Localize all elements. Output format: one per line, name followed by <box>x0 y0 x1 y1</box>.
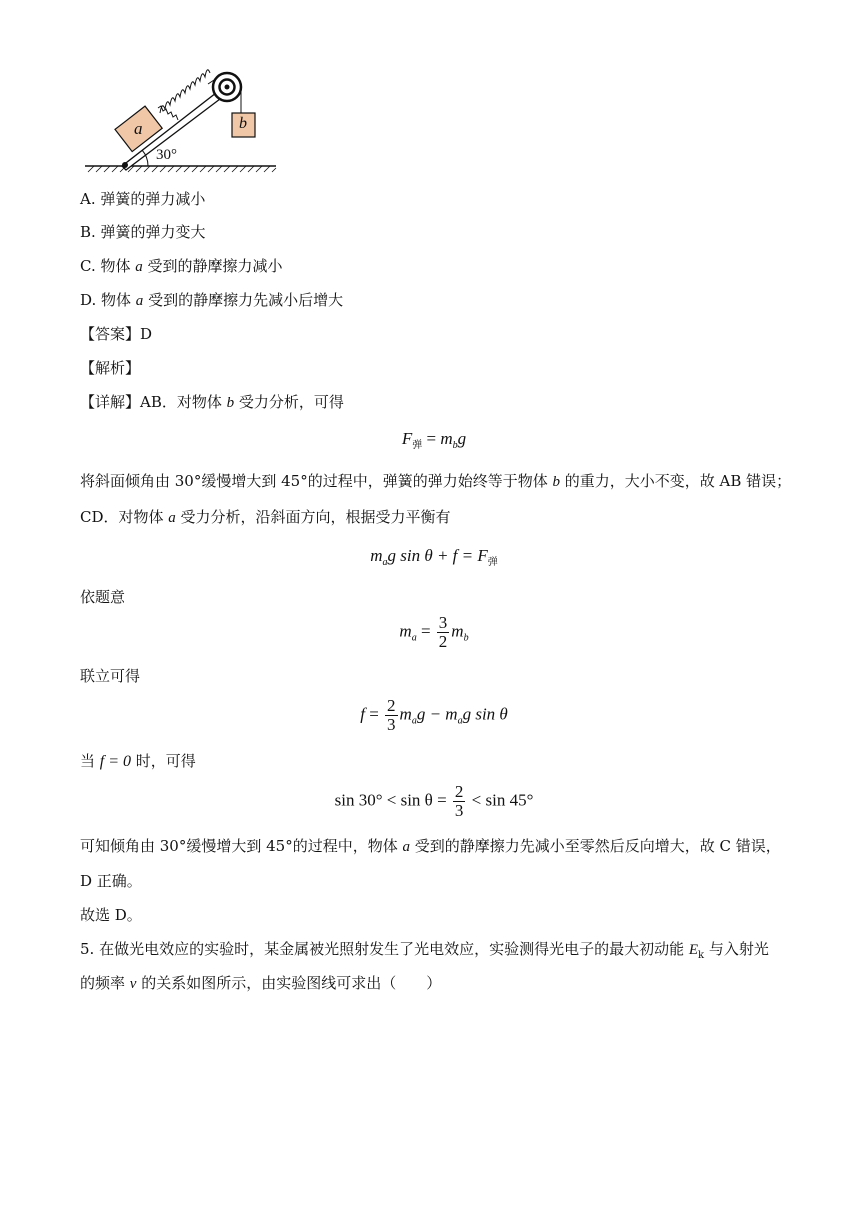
eq3-rhs-m: m <box>451 621 464 641</box>
eq4-m2: m <box>445 704 458 724</box>
question5-line1-suffix: 与入射光 <box>704 940 769 958</box>
eq1-F: F <box>401 429 413 448</box>
detail-intro-prefix: 【详解】AB．对物体 <box>80 393 227 411</box>
eq4-den: 3 <box>387 715 396 734</box>
eq4-f: f <box>360 704 365 724</box>
eq5-den: 3 <box>454 801 464 820</box>
equation-friction <box>0 697 868 734</box>
eq2-F-sub: 弹 <box>487 557 498 568</box>
option-c-var: a <box>135 259 143 275</box>
equation-mass-ratio <box>0 614 868 651</box>
eq4-m1: m <box>399 704 412 724</box>
option-d-suffix: 受到的静摩擦力先减小后增大 <box>143 291 344 309</box>
eq5-right: < sin 45° <box>467 790 534 810</box>
detail-line7 <box>80 836 781 857</box>
eq4-equals: = <box>364 704 384 724</box>
question5-line2 <box>80 973 441 994</box>
eq1-g: g <box>457 429 467 448</box>
block-a-label: a <box>134 119 143 138</box>
detail-line3-suffix: 受力分析，沿斜面方向，根据受力平衡有 <box>175 508 451 526</box>
eq4-fraction <box>385 697 398 734</box>
eq4-g1: g − <box>416 704 446 724</box>
question5-line2-prefix: 的频率 <box>80 974 130 992</box>
detail-line2-var: b <box>552 474 560 490</box>
detail-intro <box>80 392 344 413</box>
eq3-lhs-m: m <box>399 621 412 641</box>
equation-sine-inequality <box>0 783 868 820</box>
equation-spring-force <box>0 428 868 457</box>
angle-label: 30° <box>156 147 177 163</box>
eq4-tail: g sin θ <box>462 704 508 724</box>
eq1-F-sub: 弹 <box>412 440 423 451</box>
detail-line9: 故选 D。 <box>80 906 142 924</box>
detail-line3-prefix: CD．对物体 <box>80 508 169 526</box>
eq3-num: 3 <box>438 613 448 632</box>
eq4-m2-sub: a <box>457 715 463 727</box>
option-c-suffix: 受到的静摩擦力减小 <box>142 257 283 275</box>
option-d <box>80 290 343 311</box>
detail-line2-prefix: 将斜面倾角由 30°缓慢增大到 45°的过程中，弹簧的弹力始终等于物体 <box>80 472 553 490</box>
eq1-m: m <box>440 429 453 448</box>
eq3-den: 2 <box>438 632 448 651</box>
detail-line3-var: a <box>168 510 176 526</box>
detail-line7-var: a <box>402 839 410 855</box>
detail-line7-suffix: 受到的静摩擦力先减小至零然后反向增大，故 C 错误， <box>409 837 781 855</box>
detail-line7-prefix: 可知倾角由 30°缓慢增大到 45°的过程中，物体 <box>80 837 403 855</box>
detail-line8: D 正确。 <box>80 872 142 890</box>
eq3-fraction <box>437 614 450 651</box>
analysis-label: 【解析】 <box>80 359 141 377</box>
option-b: B. 弹簧的弹力变大 <box>80 223 206 241</box>
detail-line6-prefix: 当 <box>80 752 100 770</box>
detail-line4: 依题意 <box>80 588 126 606</box>
option-d-var: a <box>135 293 144 309</box>
question5-nu: v <box>129 976 137 992</box>
detail-line2 <box>80 471 791 492</box>
eq5-fraction <box>453 783 466 820</box>
option-a: A. 弹簧的弹力减小 <box>80 190 206 208</box>
ground-hatching <box>88 166 276 172</box>
eq5-left: sin 30° < sin θ = <box>334 790 451 810</box>
option-d-prefix: D. 物体 <box>80 291 136 309</box>
question5-Ek: E <box>688 942 699 958</box>
detail-line2-suffix: 的重力，大小不变，故 AB 错误； <box>559 472 792 490</box>
eq3-rhs-sub: b <box>463 632 469 644</box>
eq2-m: m <box>370 546 383 565</box>
block-b-label: b <box>239 115 247 132</box>
option-c-prefix: C. 物体 <box>80 257 136 275</box>
eq3-equals: = <box>416 621 435 641</box>
detail-line3 <box>80 507 451 528</box>
incline-figure <box>80 66 280 178</box>
detail-intro-var: b <box>226 395 235 411</box>
eq2-m-sub: a <box>382 557 388 568</box>
detail-line6 <box>80 751 196 772</box>
eq2-rest: g sin θ + f = F <box>387 546 488 565</box>
detail-intro-suffix: 受力分析，可得 <box>234 393 344 411</box>
question5-Ek-sub: k <box>698 950 705 961</box>
answer-line: 【答案】D <box>80 325 153 343</box>
eq3-lhs-sub: a <box>411 632 417 644</box>
detail-line5: 联立可得 <box>80 667 141 685</box>
equation-balance <box>0 545 868 574</box>
question5-line2-suffix: 的关系如图所示，由实验图线可求出（ ） <box>136 974 442 992</box>
eq5-num: 2 <box>454 782 464 801</box>
pulley-axle <box>225 85 230 90</box>
detail-line6-suffix: 时，可得 <box>131 752 196 770</box>
question5-line1 <box>80 939 769 966</box>
question5-prefix: 5. 在做光电效应的实验时，某金属被光照射发生了光电效应，实验测得光电子的最大初动能 <box>80 940 689 958</box>
eq4-m1-sub: a <box>411 715 417 727</box>
eq1-m-sub: b <box>452 440 458 451</box>
eq4-num: 2 <box>387 696 396 715</box>
detail-line6-math: f = 0 <box>99 753 132 770</box>
option-c <box>80 256 283 277</box>
eq1-equals: = <box>422 429 441 448</box>
hinge-pivot <box>122 162 128 168</box>
